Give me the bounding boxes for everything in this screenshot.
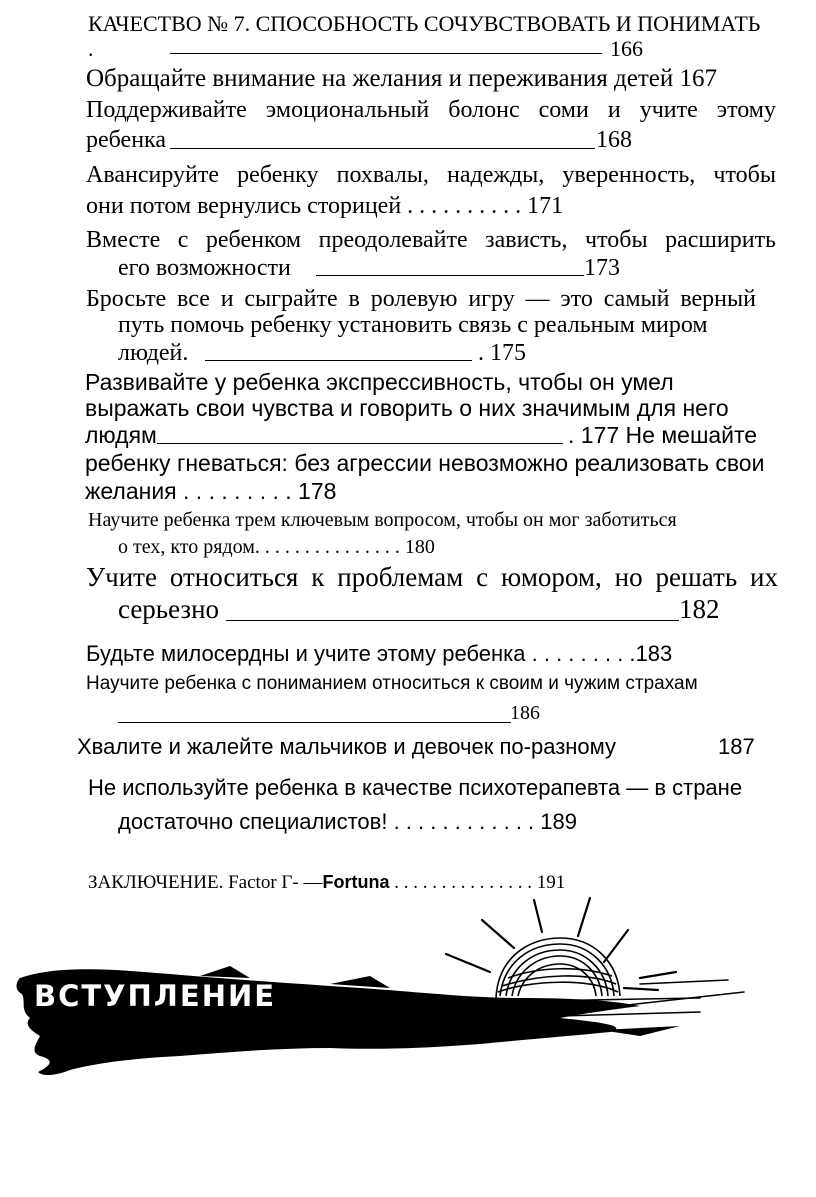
toc-page-number: . 175 — [478, 340, 526, 366]
toc-leader-dot: . — [88, 36, 94, 61]
toc-entry: Хвалите и жалейте мальчиков и девочек по-разному — [77, 734, 617, 759]
toc-entry: Авансируйте ребенку похвалы, надежды, уверенность, чтобы — [86, 162, 776, 188]
toc-entry-cont: путь помочь ребенку установить связь с реальным миром — [118, 312, 708, 338]
toc-page-number: 173 — [584, 255, 620, 281]
sun-icon — [496, 938, 620, 998]
fortuna-brand: Fortuna — [322, 872, 390, 892]
toc-leader-line — [316, 275, 584, 276]
toc-entry-cont: его возможности — [118, 255, 291, 281]
toc-entry: Вместе с ребенком преодолевайте зависть, чтобы расширить — [86, 227, 776, 253]
toc-page-number: . 177 Не мешайте — [568, 422, 758, 448]
toc-entry: Обращайте внимание на желания и переживания детей 167 — [86, 65, 718, 92]
toc-page-number: 186 — [510, 702, 540, 724]
toc-leader-line — [205, 360, 472, 361]
toc-entry-cont: серьезно — [118, 594, 220, 624]
toc-entry: Бросьте все и сыграйте в ролевую игру — это самый верный — [86, 286, 756, 312]
toc-entry-cont: о тех, кто рядом. . . . . . . . . . . . . . . 180 — [118, 536, 435, 558]
toc-entry-heading: КАЧЕСТВО № 7. СПОСОБНОСТЬ СОЧУВСТВОВАТЬ И ПОНИМАТЬ — [88, 11, 761, 36]
toc-entry-cont: достаточно специалистов! . . . . . . . . . . . . 189 — [118, 809, 577, 834]
banner-title: ВСТУПЛЕНИЕ — [34, 979, 277, 1013]
toc-entry-cont: ребенка — [86, 127, 166, 153]
toc-page-number: 168 — [596, 127, 632, 153]
toc-entry: Научите ребенка трем ключевым вопросом, чтобы он мог заботиться — [88, 509, 677, 531]
toc-page-number: 166 — [610, 36, 643, 61]
toc-page-number: 182 — [679, 594, 720, 624]
toc-entry-cont: желания . . . . . . . . . 178 — [85, 478, 337, 504]
toc-entry-cont: людей. — [118, 340, 189, 366]
conclusion-page: . . . . . . . . . . . . . . . 191 — [389, 872, 566, 893]
toc-leader-line — [118, 722, 511, 723]
conclusion-label: ЗАКЛЮЧЕНИЕ. Factor Г- — — [88, 872, 323, 893]
toc-leader-line — [170, 148, 595, 149]
toc-entry: Поддерживайте эмоциональный болонс соми и учите этому — [86, 97, 776, 123]
toc-entry-cont: людям — [85, 422, 157, 448]
toc-entry-cont: выражать свои чувства и говорить о них значимым для него — [85, 395, 729, 421]
toc-leader-line — [170, 53, 602, 54]
toc-entry: Развивайте у ребенка экспрессивность, чтобы он умел — [85, 369, 674, 395]
toc-entry: ребенку гневаться: без агрессии невозможно реализовать свои — [85, 450, 765, 476]
toc-entry: Будьте милосердны и учите этому ребенка . . . . . . . . .183 — [86, 641, 673, 666]
toc-leader-line — [226, 620, 679, 621]
toc-entry: Учите относиться к проблемам с юмором, но решать их — [86, 562, 778, 592]
toc-page-number: 187 — [718, 734, 755, 759]
toc-entry: Не используйте ребенка в качестве психотерапевта — в стране — [88, 775, 743, 800]
toc-entry-cont: они потом вернулись сторицей . . . . . . . . . . 171 — [86, 193, 564, 219]
toc-leader-line — [157, 443, 563, 444]
toc-entry: Научите ребенка с пониманием относиться к своим и чужим страхам — [86, 673, 698, 694]
